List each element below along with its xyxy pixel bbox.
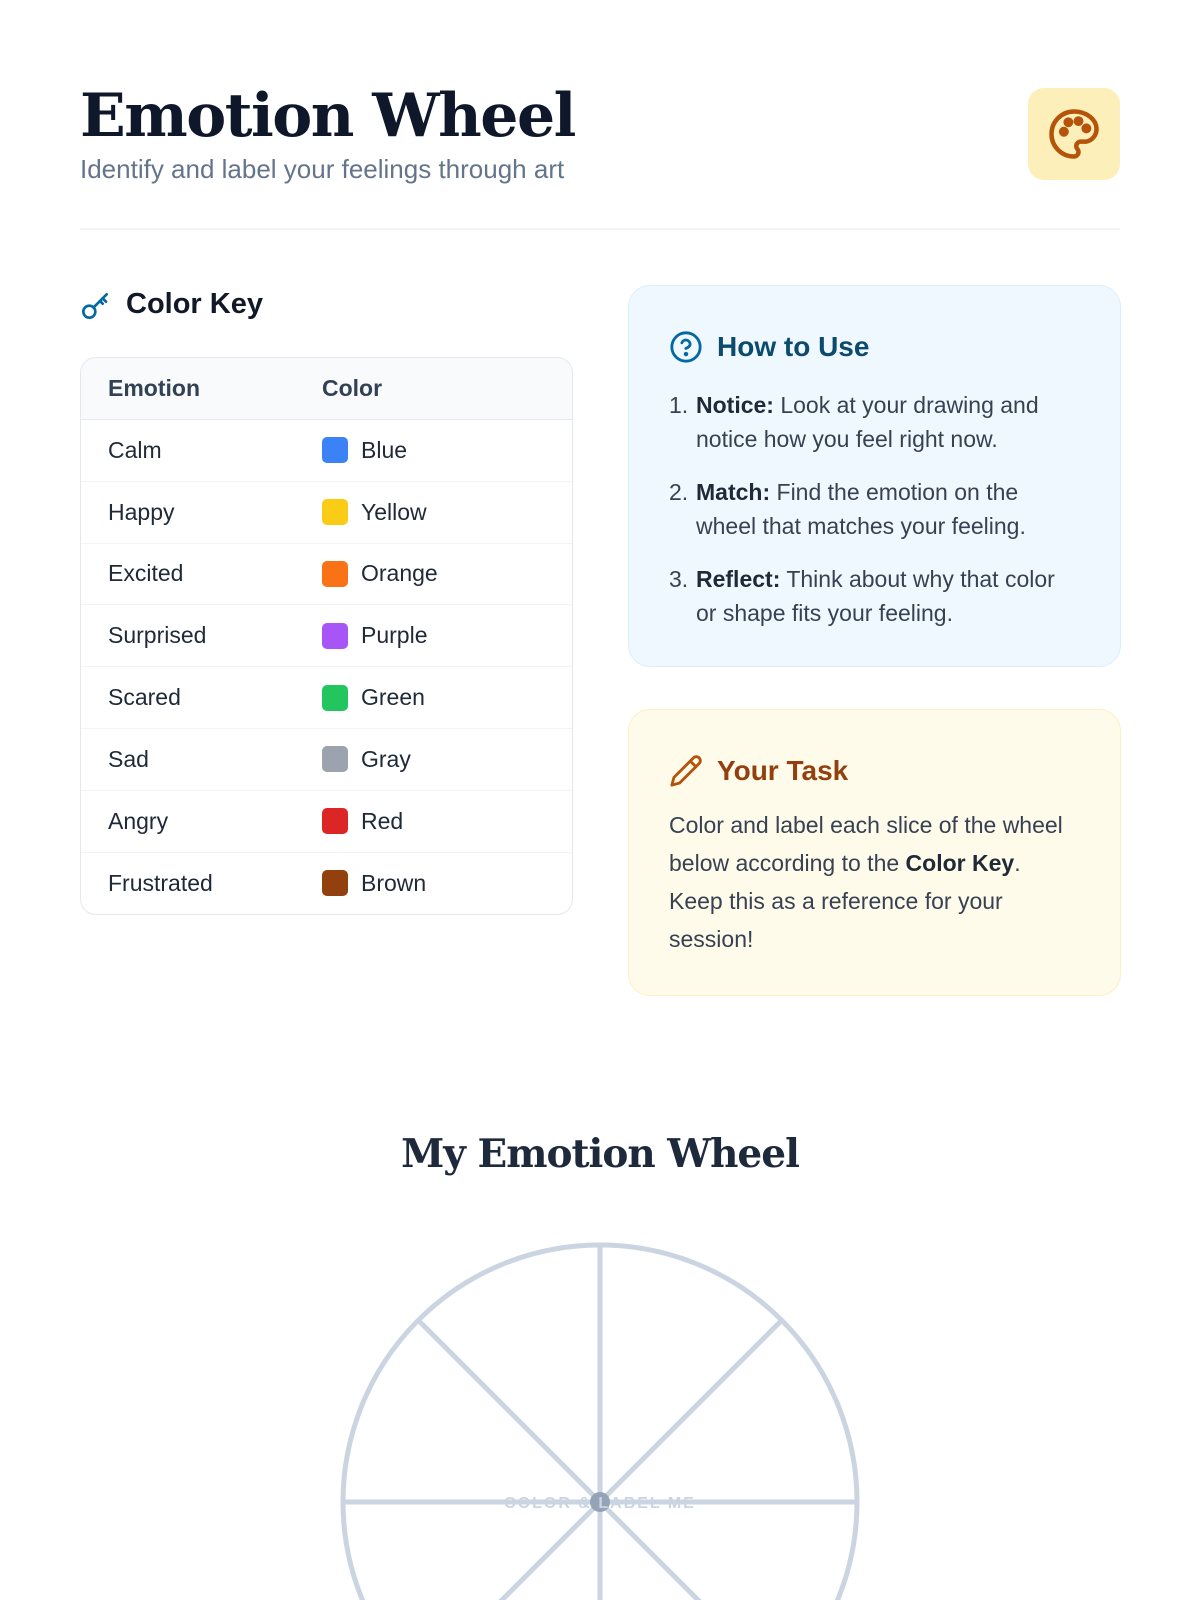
table-row bbox=[81, 853, 572, 915]
color-cell bbox=[322, 684, 425, 711]
color-key-heading bbox=[80, 288, 263, 321]
your-task-card bbox=[628, 709, 1121, 996]
logo-badge bbox=[1028, 88, 1120, 180]
color-swatch bbox=[322, 870, 348, 896]
table-row bbox=[81, 482, 572, 544]
key-icon bbox=[80, 289, 112, 321]
task-text-part: . Keep this as a reference for your session! bbox=[669, 850, 1021, 952]
color-key-table bbox=[80, 357, 573, 915]
color-swatch bbox=[322, 808, 348, 834]
color-key-title: Color Key bbox=[126, 288, 263, 320]
emotion-cell: Frustrated bbox=[108, 869, 213, 896]
pencil-icon bbox=[669, 754, 703, 788]
page-header bbox=[80, 80, 1120, 230]
task-text-part: Color and label each slice of the wheel below according to the bbox=[669, 812, 1063, 876]
color-name: Blue bbox=[361, 436, 408, 463]
help-circle-icon bbox=[669, 330, 703, 364]
color-cell bbox=[322, 746, 411, 773]
step-number: 3. bbox=[669, 566, 689, 592]
how-to-use-card bbox=[628, 285, 1121, 667]
table-row bbox=[81, 605, 572, 667]
table-row bbox=[81, 667, 572, 729]
color-cell bbox=[322, 437, 407, 464]
table-row bbox=[81, 791, 572, 853]
emotion-cell: Scared bbox=[108, 684, 181, 711]
task-text-emphasis: Color Key bbox=[905, 850, 1015, 876]
page-subtitle: Identify and label your feelings through art bbox=[80, 154, 565, 184]
color-swatch bbox=[322, 499, 348, 525]
color-swatch bbox=[322, 685, 348, 711]
color-cell bbox=[322, 499, 427, 526]
table-row bbox=[81, 420, 572, 482]
table-row bbox=[81, 544, 572, 606]
step-text: Look at your drawing and notice how you feel right now. bbox=[696, 392, 1039, 452]
step-item bbox=[669, 562, 1080, 630]
color-swatch bbox=[322, 437, 348, 463]
emotion-cell: Angry bbox=[108, 807, 169, 834]
your-task-text bbox=[669, 806, 1080, 958]
your-task-title: Your Task bbox=[717, 755, 849, 786]
how-to-use-steps bbox=[669, 388, 1080, 630]
column-header-color: Color bbox=[322, 375, 383, 401]
step-item bbox=[669, 388, 1080, 456]
color-name: Brown bbox=[361, 869, 427, 896]
emotion-cell: Excited bbox=[108, 560, 184, 587]
color-name: Orange bbox=[361, 560, 438, 587]
color-cell bbox=[322, 808, 403, 835]
color-swatch bbox=[322, 561, 348, 587]
color-swatch bbox=[322, 746, 348, 772]
table-row bbox=[81, 729, 572, 791]
color-name: Gray bbox=[361, 745, 411, 772]
step-item bbox=[669, 475, 1080, 543]
wheel-center-label: COLOR & LABEL ME bbox=[504, 1495, 696, 1512]
page-title: Emotion Wheel bbox=[80, 81, 575, 151]
step-text: Think about why that color or shape fits your feeling. bbox=[696, 566, 1055, 626]
color-name: Red bbox=[361, 807, 404, 834]
column-header-emotion: Emotion bbox=[108, 375, 200, 401]
step-label: Notice: bbox=[696, 392, 774, 418]
step-text: Find the emotion on the wheel that matches your feeling. bbox=[696, 479, 1026, 539]
color-cell bbox=[322, 622, 427, 649]
emotion-cell: Calm bbox=[108, 436, 162, 463]
color-swatch bbox=[322, 623, 348, 649]
emotion-cell: Surprised bbox=[108, 622, 207, 649]
palette-icon bbox=[1047, 107, 1101, 161]
emotion-cell: Sad bbox=[108, 745, 149, 772]
color-cell bbox=[322, 560, 438, 587]
table-header bbox=[81, 358, 572, 420]
color-name: Green bbox=[361, 684, 425, 711]
color-name: Purple bbox=[361, 622, 428, 649]
emotion-cell: Happy bbox=[108, 498, 175, 525]
color-name: Yellow bbox=[361, 498, 427, 525]
step-label: Match: bbox=[696, 479, 771, 505]
color-cell bbox=[322, 870, 426, 897]
step-label: Reflect: bbox=[696, 566, 781, 592]
how-to-use-title: How to Use bbox=[717, 331, 870, 362]
step-number: 1. bbox=[669, 392, 689, 418]
wheel-title: My Emotion Wheel bbox=[401, 1131, 799, 1177]
step-number: 2. bbox=[669, 479, 689, 505]
emotion-wheel[interactable] bbox=[0, 1200, 1200, 1600]
